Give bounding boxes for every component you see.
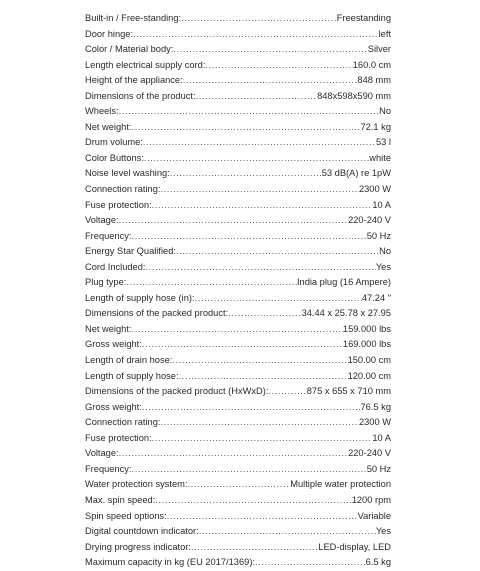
spec-value: 53 dB(A) re 1pW: [321, 168, 391, 179]
spec-row: [85, 384, 391, 400]
dot-leader: [132, 120, 361, 136]
spec-value: 10 A: [372, 199, 391, 210]
spec-label: Frequency:: [85, 463, 132, 474]
spec-value: 50 Hz: [366, 463, 391, 474]
spec-row: [85, 58, 391, 74]
dot-leader: [268, 384, 306, 400]
spec-label: Drum volume:: [85, 137, 143, 148]
dot-leader: [152, 431, 373, 447]
spec-label: Length of drain hose:: [85, 355, 173, 366]
spec-label: Max. spin speed:: [85, 494, 156, 505]
spec-row: [85, 400, 391, 416]
spec-label: Water protection system:: [85, 479, 188, 490]
dot-leader: [195, 291, 362, 307]
spec-row: [85, 291, 391, 307]
spec-value: 169.000 lbs: [342, 339, 391, 350]
spec-row: [85, 27, 391, 43]
spec-value: 120.00 cm: [347, 370, 391, 381]
spec-value: Multiple water protection: [290, 479, 391, 490]
spec-label: Plug type:: [85, 277, 127, 288]
spec-label: Maximum capacity in kg (EU 2017/1369):: [85, 557, 255, 568]
dot-leader: [155, 493, 351, 509]
dot-leader: [191, 540, 318, 556]
spec-row: [85, 244, 391, 260]
dot-leader: [183, 73, 358, 89]
dot-leader: [133, 27, 379, 43]
dot-leader: [119, 446, 348, 462]
spec-value: 2300 W: [358, 417, 391, 428]
dot-leader: [173, 42, 367, 58]
spec-value: 10 A: [372, 432, 391, 443]
spec-label: Length electrical supply cord:: [85, 59, 206, 70]
spec-value: 848 mm: [357, 75, 391, 86]
dot-leader: [199, 524, 376, 540]
spec-row: [85, 509, 391, 525]
dot-leader: [119, 104, 380, 120]
spec-label: Color / Material body:: [85, 44, 174, 55]
dot-leader: [144, 151, 369, 167]
dot-leader: [132, 229, 367, 245]
dot-leader: [167, 509, 358, 525]
spec-value: 220-240 V: [348, 448, 391, 459]
dot-leader: [143, 135, 376, 151]
spec-value: Silver: [367, 44, 391, 55]
dot-leader: [196, 89, 318, 105]
spec-label: Gross weight:: [85, 339, 142, 350]
spec-value: Freestanding: [336, 13, 391, 23]
dot-leader: [142, 400, 361, 416]
spec-value: No: [379, 246, 391, 257]
spec-label: Dimensions of the product:: [85, 90, 196, 101]
spec-label: Connection rating:: [85, 417, 161, 428]
spec-row: [85, 353, 391, 369]
spec-value: left: [378, 28, 391, 39]
spec-sheet: [85, 11, 391, 571]
spec-row: [85, 73, 391, 89]
spec-value: 159.000 lbs: [342, 323, 391, 334]
spec-value: Variable: [357, 510, 391, 521]
spec-label: Gross weight:: [85, 401, 142, 412]
dot-leader: [170, 166, 322, 182]
spec-label: Energy Star Qualified:: [85, 246, 176, 257]
spec-row: [85, 213, 391, 229]
spec-label: Dimensions of the packed product (HxWxD):: [85, 386, 269, 397]
spec-value: 72.1 kg: [360, 121, 391, 132]
spec-label: Net weight:: [85, 323, 132, 334]
spec-label: Dimensions of the packed product:: [85, 308, 229, 319]
spec-label: Height of the appliance:: [85, 75, 183, 86]
spec-label: Built-in / Free-standing:: [85, 13, 182, 23]
dot-leader: [160, 415, 358, 431]
spec-row: [85, 166, 391, 182]
dot-leader: [255, 555, 366, 571]
dot-leader: [205, 58, 352, 74]
spec-value: white: [369, 152, 391, 163]
spec-label: Voltage:: [85, 448, 119, 459]
spec-row: [85, 431, 391, 447]
spec-row: [85, 120, 391, 136]
spec-row: [85, 446, 391, 462]
spec-row: [85, 540, 391, 556]
spec-row: [85, 462, 391, 478]
spec-row: [85, 182, 391, 198]
spec-value: 848x598x590 mm: [317, 90, 391, 101]
spec-value: 47.24 ": [361, 292, 391, 303]
dot-leader: [181, 11, 337, 27]
dot-leader: [126, 275, 297, 291]
spec-row: [85, 322, 391, 338]
spec-value: India plug (16 Ampere): [296, 277, 391, 288]
dot-leader: [228, 306, 301, 322]
spec-value: 2300 W: [358, 184, 391, 195]
spec-label: Frequency:: [85, 230, 132, 241]
spec-row: [85, 104, 391, 120]
spec-label: Length of supply hose (in):: [85, 292, 195, 303]
spec-value: LED-display, LED: [318, 541, 391, 552]
dot-leader: [142, 337, 343, 353]
spec-label: Digital countdown indicator:: [85, 526, 199, 537]
spec-label: Wheels:: [85, 106, 119, 117]
spec-row: [85, 337, 391, 353]
spec-label: Color Buttons:: [85, 152, 144, 163]
dot-leader: [152, 198, 373, 214]
dot-leader: [160, 182, 358, 198]
spec-value: 160.0 cm: [352, 59, 391, 70]
spec-row: [85, 42, 391, 58]
spec-value: 150.00 cm: [347, 355, 391, 366]
spec-value: 34.44 x 25.78 x 27.95: [301, 308, 391, 319]
spec-row: [85, 11, 391, 27]
spec-label: Spin speed options:: [85, 510, 167, 521]
spec-value: 1200 rpm: [351, 494, 391, 505]
spec-row: [85, 89, 391, 105]
dot-leader: [172, 353, 347, 369]
dot-leader: [119, 213, 348, 229]
spec-row: [85, 135, 391, 151]
spec-value: 6.5 kg: [365, 557, 391, 568]
spec-label: Voltage:: [85, 215, 119, 226]
spec-row: [85, 555, 391, 571]
spec-value: 53 l: [376, 137, 391, 148]
spec-row: [85, 229, 391, 245]
spec-row: [85, 369, 391, 385]
spec-label: Noise level washing:: [85, 168, 170, 179]
spec-value: 220-240 V: [348, 215, 391, 226]
dot-leader: [132, 322, 343, 338]
spec-row: [85, 151, 391, 167]
spec-label: Fuse protection:: [85, 199, 152, 210]
spec-label: Connection rating:: [85, 184, 161, 195]
spec-row: [85, 493, 391, 509]
spec-value: 875 x 655 x 710 mm: [306, 386, 391, 397]
spec-row: [85, 524, 391, 540]
spec-label: Net weight:: [85, 121, 132, 132]
spec-label: Drying progress indicator:: [85, 541, 191, 552]
spec-value: No: [379, 106, 391, 117]
dot-leader: [176, 244, 379, 260]
spec-label: Cord Included:: [85, 261, 146, 272]
dot-leader: [132, 462, 367, 478]
spec-label: Fuse protection:: [85, 432, 152, 443]
spec-row: [85, 198, 391, 214]
dot-leader: [145, 260, 375, 276]
spec-label: Length of supply hose:: [85, 370, 179, 381]
spec-row: [85, 306, 391, 322]
spec-row: [85, 275, 391, 291]
spec-label: Door hinge:: [85, 28, 134, 39]
spec-value: 76.5 kg: [360, 401, 391, 412]
spec-row: [85, 260, 391, 276]
spec-row: [85, 415, 391, 431]
spec-value: 50 Hz: [366, 230, 391, 241]
spec-value: Yes: [375, 261, 391, 272]
spec-value: Yes: [375, 526, 391, 537]
dot-leader: [179, 369, 348, 385]
